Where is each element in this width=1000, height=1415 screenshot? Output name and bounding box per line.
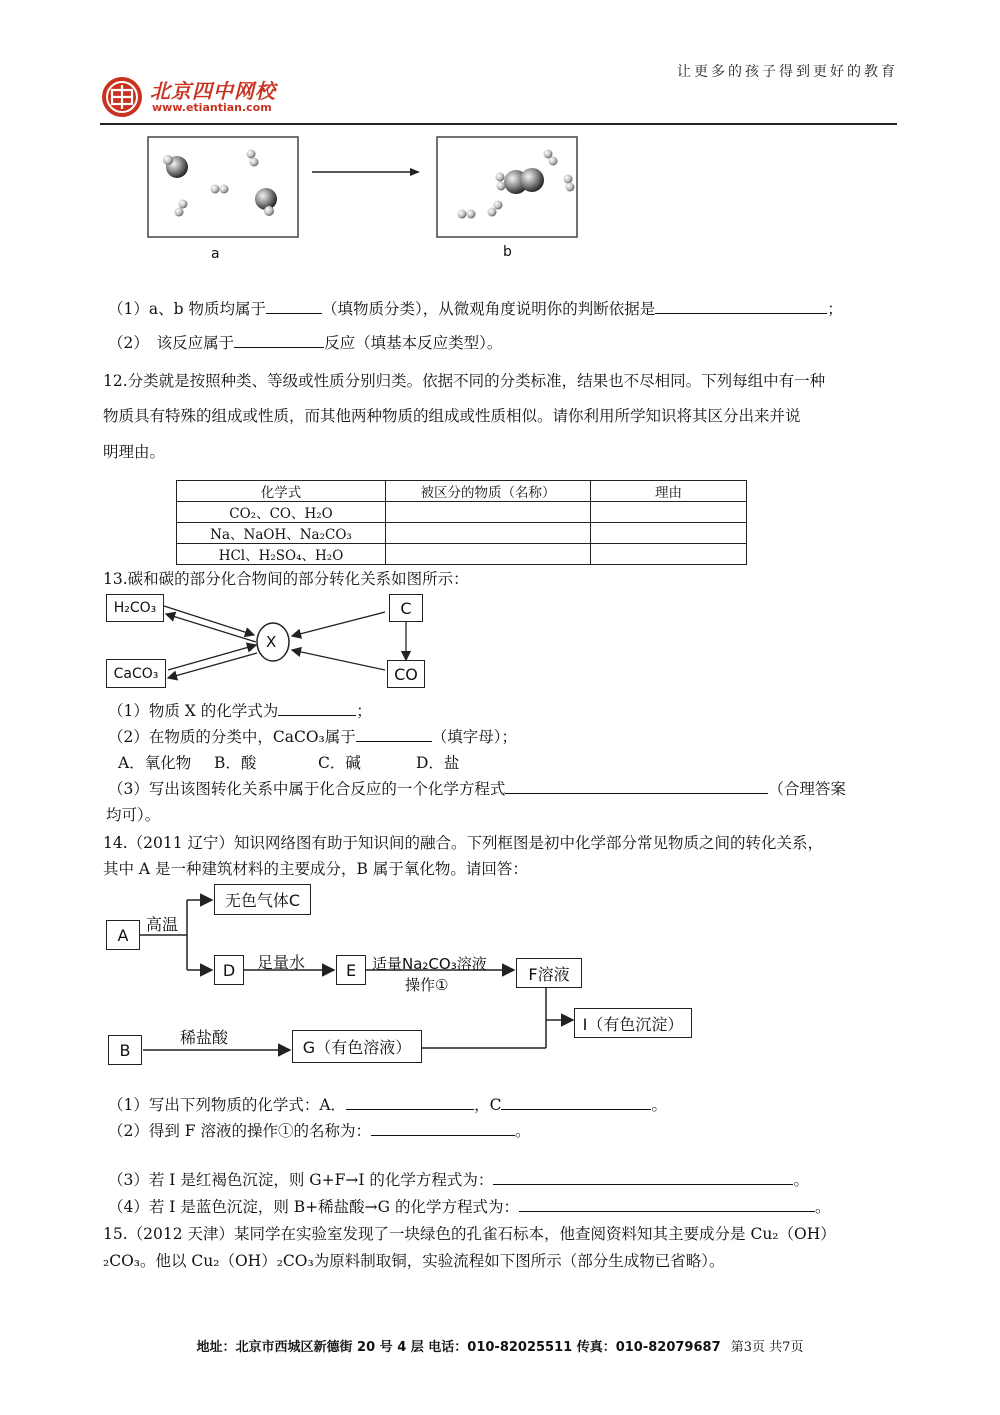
option-d: D．盐 [416, 754, 460, 772]
school-logo-icon [100, 75, 144, 119]
blank [505, 779, 768, 794]
q13-part3: （3）写出该图转化关系中属于化合反应的一个化学方程式 （合理答案 [108, 780, 846, 798]
classification-table [176, 480, 747, 565]
option-b: B．酸 [214, 754, 257, 772]
footer-address: 地址：北京市西城区新德街 20 号 4 层 电话：010-82025511 传真：010-82079687 [196, 1340, 721, 1355]
blank [346, 1095, 474, 1110]
node-c: C [389, 594, 423, 622]
q12-line3: 明理由。 [103, 443, 166, 461]
edge-label-zuliangshui: 足量水 [257, 953, 306, 972]
blank [356, 727, 432, 742]
flow-node-c: 无色气体C [214, 884, 311, 915]
reason-cell[interactable] [591, 544, 747, 565]
edge-label-xiyansuan: 稀盐酸 [180, 1028, 229, 1047]
edge-label-gaowen: 高温 [146, 915, 179, 934]
answer-cell[interactable] [386, 544, 591, 565]
header-slogan: 让更多的孩子得到更好的教育 [677, 64, 898, 80]
label-a: a [211, 246, 220, 262]
blank [278, 701, 356, 716]
blank [371, 1121, 515, 1136]
answer-cell[interactable] [386, 502, 591, 523]
formula-cell: HCl、H₂SO₄、H₂O [177, 544, 386, 565]
reason-cell[interactable] [591, 523, 747, 544]
label-b: b [503, 244, 512, 260]
q13-options [118, 752, 459, 774]
blank [493, 1170, 793, 1185]
flow-node-b: B [108, 1035, 142, 1065]
blank [234, 333, 324, 348]
page-footer [0, 1336, 1000, 1355]
q15-line2: ₂CO₃。他以 Cu₂（OH）₂CO₃为原料制取铜，实验流程如下图所示（部分生成物已省略）。 [103, 1252, 725, 1270]
blank [519, 1197, 815, 1212]
q14-line2: 其中 A 是一种建筑材料的主要成分，B 属于氧化物。请回答： [103, 860, 528, 878]
q15-line1: 15.（2012 天津）某同学在实验室发现了一块绿色的孔雀石标本，他查阅资料知其主要成分是 Cu₂（OH） [103, 1225, 836, 1243]
node-caco3: CaCO₃ [106, 659, 166, 688]
q14-part3: （3）若 I 是红褐色沉淀，则 G+F→I 的化学方程式为： 。 [108, 1171, 809, 1189]
q11-part1: （1）a、b 物质均属于 （填物质分类），从微观角度说明你的判断依据是 ； [108, 300, 843, 318]
col-header: 理由 [591, 481, 747, 502]
flow-node-e: E [336, 955, 366, 985]
flow-node-d: D [214, 955, 244, 985]
q13-title: 13.碳和碳的部分化合物间的部分转化关系如图所示： [103, 570, 469, 588]
q14-line1: 14.（2011 辽宁）知识网络图有助于知识间的融合。下列框图是初中化学部分常见物质之间的转化关系， [103, 834, 824, 852]
logo-url: www.etiantian.com [152, 101, 272, 114]
col-header: 化学式 [177, 481, 386, 502]
formula-cell: Na、NaOH、Na₂CO₃ [177, 523, 386, 544]
molecule-figure [140, 132, 600, 267]
formula-cell: CO₂、CO、H₂O [177, 502, 386, 523]
blank [655, 299, 827, 314]
q13-part2: （2）在物质的分类中，CaCO₃属于 （填字母）； [108, 728, 518, 746]
q14-part2: （2）得到 F 溶液的操作①的名称为： 。 [108, 1122, 531, 1140]
logo-name: 北京四中网校 [150, 79, 276, 103]
q14-part1: （1）写出下列物质的化学式：A． ，C 。 [108, 1096, 667, 1114]
option-a: A．氧化物 [118, 754, 192, 772]
node-h2co3: H₂CO₃ [106, 594, 164, 622]
flow-node-i: I（有色沉淀） [574, 1008, 692, 1038]
edge-label-na2co3: 适量Na₂CO₃溶液 [372, 955, 487, 973]
footer-page-number: 第3页 共7页 [730, 1340, 804, 1355]
blank [501, 1095, 651, 1110]
q11-part2: （2） 该反应属于 反应（填基本反应类型）。 [108, 334, 503, 352]
node-co: CO [387, 660, 425, 688]
q13-part1: （1）物质 X 的化学式为 ； [108, 702, 372, 720]
page-header [100, 55, 900, 125]
node-x: X [266, 633, 277, 651]
table-row [177, 544, 747, 565]
edge-label-caozuo: 操作① [405, 976, 449, 994]
option-c: C．碱 [318, 754, 361, 772]
header-rule [100, 123, 897, 125]
table-row [177, 523, 747, 544]
flow-node-f: F溶液 [516, 958, 582, 988]
col-header: 被区分的物质（名称） [386, 481, 591, 502]
table-row [177, 502, 747, 523]
q13-part3-cont: 均可）。 [106, 806, 161, 824]
q12-line2: 物质具有特殊的组成或性质，而其他两种物质的组成或性质相似。请你利用所学知识将其区分出来并说 [103, 407, 801, 425]
q12-line1: 12.分类就是按照种类、等级或性质分别归类。依据不同的分类标准，结果也不尽相同。下列每组中有一种 [103, 372, 826, 390]
flow-node-g: G（有色溶液） [292, 1030, 422, 1063]
blank [266, 299, 322, 314]
flow-node-a: A [106, 920, 140, 950]
reason-cell[interactable] [591, 502, 747, 523]
q14-part4: （4）若 I 是蓝色沉淀，则 B+稀盐酸→G 的化学方程式为： 。 [108, 1198, 831, 1216]
table-header-row [177, 481, 747, 502]
answer-cell[interactable] [386, 523, 591, 544]
